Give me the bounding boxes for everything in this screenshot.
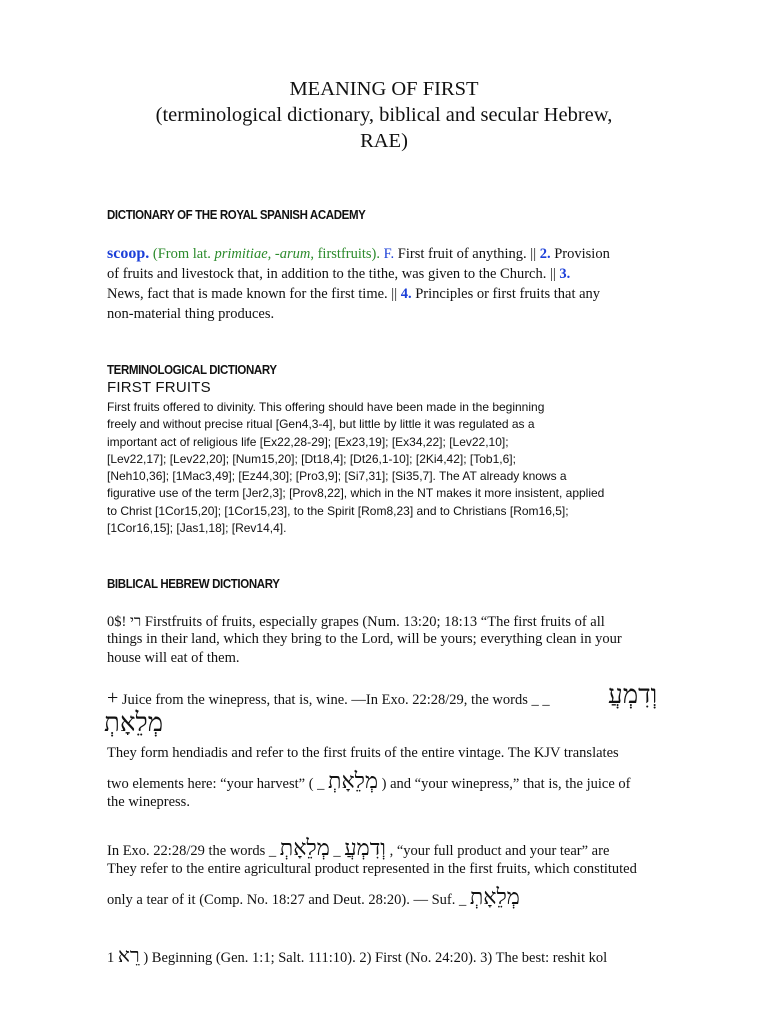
bib-p1-line1: 0$! רי Firstfruits of fruits, especially grapes (Num. 13:20; 18:13 “The first fruits of all: [107, 612, 605, 630]
bib-p1-line2: things in their land, which they bring to the Lord, will be yours; everything clean in your: [107, 631, 622, 647]
term-subtitle: FIRST FRUITS: [107, 379, 211, 396]
term-line: [Lev22,17]; [Lev22,20]; [Num15,20]; [Dt18,4]; [Dt26,1-10]; [2Ki4,42]; [Tob1,6];: [107, 451, 516, 466]
bib-p2-line1: + Juice from the winepress, that is, wine. —In Exo. 22:28/29, the words _ _: [107, 687, 550, 709]
bib-p2-line5: the winepress.: [107, 794, 190, 810]
rae-num-4: 4.: [400, 286, 412, 302]
rae-sense-1: First fruit of anything. ||: [397, 246, 537, 262]
rae-etymology: (From lat. primitiae, -arum, firstfruits).: [152, 246, 381, 262]
term-line: [Neh10,36]; [1Mac3,49]; [Ez44,30]; [Pro3,9]; [Si7,31]; [Si35,7]. The AT already knows a: [107, 469, 567, 484]
hebrew-word-melea: מְלֵאָתְ: [104, 708, 164, 738]
bib-p3-line1: In Exo. 22:28/29 the words _ מְלֵאָתְ _ וְדִמְעֲ , “your full product and your tear” are: [107, 836, 610, 861]
term-line: figurative use of the term [Jer2,3]; [Prov8,22], which in the NT makes it more insistent, applied: [107, 486, 605, 501]
rae-headword: scoop.: [107, 245, 150, 262]
term-heading: TERMINOLOGICAL DICTIONARY: [107, 363, 277, 377]
title-line-1: MEANING OF FIRST: [289, 78, 479, 100]
bib-heading: BIBLICAL HEBREW DICTIONARY: [107, 577, 280, 591]
rae-entry: [107, 244, 667, 324]
rae-gram: F.: [383, 246, 395, 262]
rae-sense-2b: of fruits and livestock that, in addition to the tithe, was given to the Church. ||: [107, 266, 556, 282]
bib-p2-line3: They form hendiadis and refer to the first fruits of the entire vintage. The KJV translates: [107, 745, 619, 761]
term-line: First fruits offered to divinity. This offering should have been made in the beginning: [107, 400, 545, 414]
title-line-2: (terminological dictionary, biblical and secular Hebrew,: [155, 104, 613, 126]
rae-num-3: 3.: [559, 266, 571, 282]
bib-p1-line3: house will eat of them.: [107, 650, 240, 666]
title-line-3: RAE): [360, 130, 408, 152]
page-title: [0, 76, 768, 154]
rae-num-2: 2.: [539, 246, 551, 262]
term-line: important act of religious life [Ex22,28-29]; [Ex23,19]; [Ex34,22]; [Lev22,10];: [107, 434, 509, 449]
rae-sense-2a: Provision: [554, 246, 610, 262]
rae-sense-4b: non-material thing produces.: [107, 306, 275, 322]
hebrew-word: רי: [129, 612, 142, 630]
term-line: to Christ [1Cor15,20]; [1Cor15,23], to the Spirit [Rom8,23] and to Christians [Rom16,5];: [107, 503, 569, 518]
bib-p4-line1: 1 רֵא ) Beginning (Gen. 1:1; Salt. 111:10). 2) First (No. 24:20). 3) The best: reshit kol: [107, 943, 608, 967]
term-line: freely and without precise ritual [Gen4,3-4], but little by little it was regulated as a: [107, 417, 535, 432]
hebrew-word-dimea: וְדִמְעֲ: [608, 680, 658, 710]
rae-sense-4a: Principles or first fruits that any: [415, 286, 601, 302]
bib-p3-line2: They refer to the entire agricultural product represented in the first fruits, which constituted: [107, 861, 637, 877]
term-line: [1Cor16,15]; [Jas1,18]; [Rev14,4].: [107, 521, 287, 536]
term-body: [107, 399, 667, 537]
bib-p2-line4: two elements here: “your harvest” ( _ מְלֵאָתְ ) and “your winepress,” that is, the juice of: [107, 769, 631, 794]
rae-sense-3: News, fact that is made known for the first time. ||: [107, 286, 398, 302]
rae-heading: DICTIONARY OF THE ROYAL SPANISH ACADEMY: [107, 208, 366, 222]
bib-p3-line3: only a tear of it (Comp. No. 18:27 and Deut. 28:20). — Suf. _ מְלֵאָתְ: [107, 885, 520, 910]
